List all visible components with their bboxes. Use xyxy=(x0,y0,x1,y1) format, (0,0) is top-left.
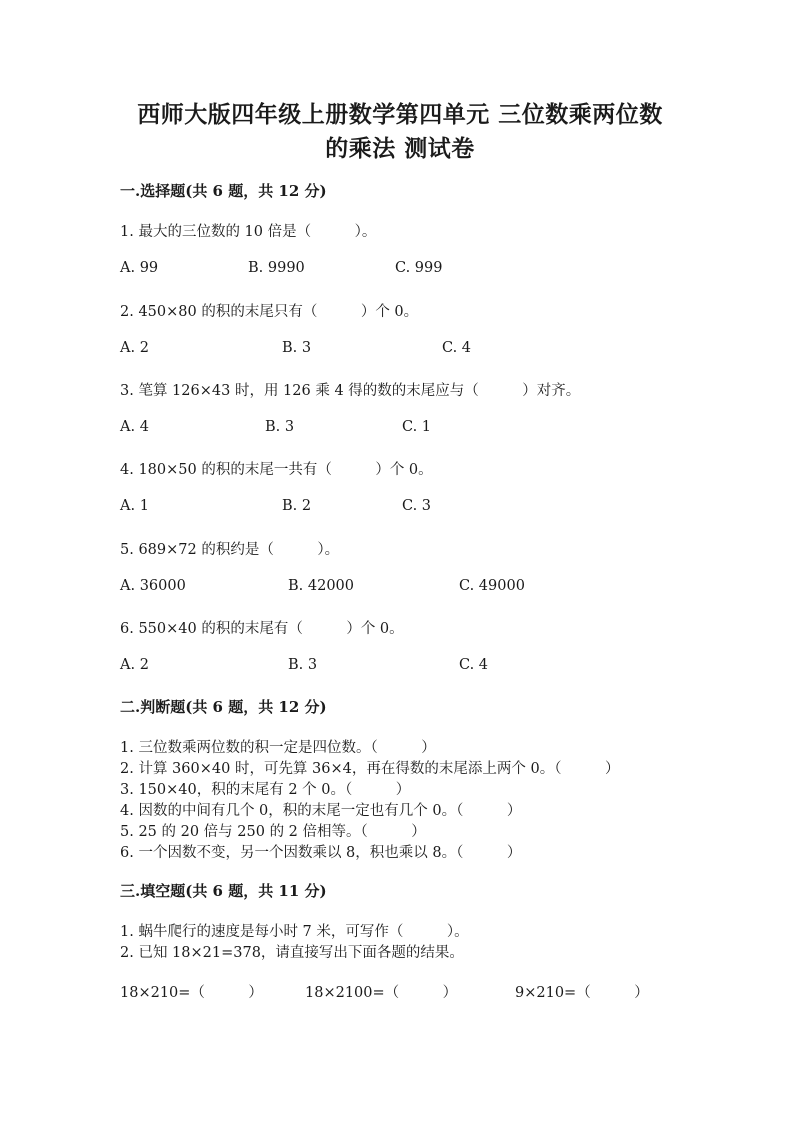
question-1-6-option-a: A. 2 xyxy=(120,657,149,673)
question-1-4: 4. 180×50 的积的末尾一共有（ ）个 0。 xyxy=(120,462,433,478)
page-title-line-1: 西师大版四年级上册数学第四单元 三位数乘两位数 xyxy=(137,101,663,128)
judge-item-6: 6. 一个因数不变，另一个因数乘以 8，积也乘以 8。（ ） xyxy=(120,845,522,861)
question-1-1-option-b: B. 9990 xyxy=(248,260,305,276)
question-1-3-option-a: A. 4 xyxy=(120,419,149,435)
question-1-5-option-b: B. 42000 xyxy=(288,578,355,594)
judge-item-1: 1. 三位数乘两位数的积一定是四位数。（ ） xyxy=(120,740,436,756)
question-1-1: 1. 最大的三位数的 10 倍是（ ）。 xyxy=(120,224,377,240)
section-heading-fill: 三.填空题(共 6 题，共 11 分) xyxy=(120,882,327,900)
question-1-5: 5. 689×72 的积约是（ ）。 xyxy=(120,542,340,558)
judge-item-2: 2. 计算 360×40 时，可先算 36×4，再在得数的末尾添上两个 0。（ ） xyxy=(120,761,620,777)
question-1-4-option-c: C. 3 xyxy=(402,498,432,514)
question-1-2: 2. 450×80 的积的末尾只有（ ）个 0。 xyxy=(120,304,419,320)
question-1-2-option-b: B. 3 xyxy=(282,340,312,356)
question-1-3: 3. 笔算 126×43 时，用 126 乘 4 得的数的末尾应与（ ）对齐。 xyxy=(120,383,581,399)
question-1-5-option-a: A. 36000 xyxy=(120,578,186,594)
fill-subitem-2: 18×2100=（ ） xyxy=(305,985,458,1001)
question-1-2-option-a: A. 2 xyxy=(120,340,149,356)
fill-subitem-3: 9×210=（ ） xyxy=(515,985,649,1001)
fill-subitem-1: 18×210=（ ） xyxy=(120,985,263,1001)
question-1-3-option-c: C. 1 xyxy=(402,419,432,435)
question-1-4-option-a: A. 1 xyxy=(120,498,149,514)
question-1-4-option-b: B. 2 xyxy=(282,498,312,514)
fill-item-1: 1. 蜗牛爬行的速度是每小时 7 米，可写作（ ）。 xyxy=(120,924,469,940)
section-heading-choice: 一.选择题(共 6 题，共 12 分) xyxy=(120,182,327,200)
question-1-6-option-c: C. 4 xyxy=(459,657,489,673)
fill-item-2: 2. 已知 18×21=378，请直接写出下面各题的结果。 xyxy=(120,945,464,961)
judge-item-3: 3. 150×40，积的末尾有 2 个 0。（ ） xyxy=(120,782,411,798)
question-1-5-option-c: C. 49000 xyxy=(459,578,525,594)
question-1-6: 6. 550×40 的积的末尾有（ ）个 0。 xyxy=(120,621,404,637)
section-heading-judge: 二.判断题(共 6 题，共 12 分) xyxy=(120,698,327,716)
page-title-line-2: 的乘法 测试卷 xyxy=(325,135,475,162)
question-1-1-option-a: A. 99 xyxy=(120,260,159,276)
question-1-6-option-b: B. 3 xyxy=(288,657,318,673)
judge-item-4: 4. 因数的中间有几个 0，积的末尾一定也有几个 0。（ ） xyxy=(120,803,522,819)
question-1-2-option-c: C. 4 xyxy=(442,340,472,356)
judge-item-5: 5. 25 的 20 倍与 250 的 2 倍相等。（ ） xyxy=(120,824,426,840)
question-1-3-option-b: B. 3 xyxy=(265,419,295,435)
question-1-1-option-c: C. 999 xyxy=(395,260,443,276)
